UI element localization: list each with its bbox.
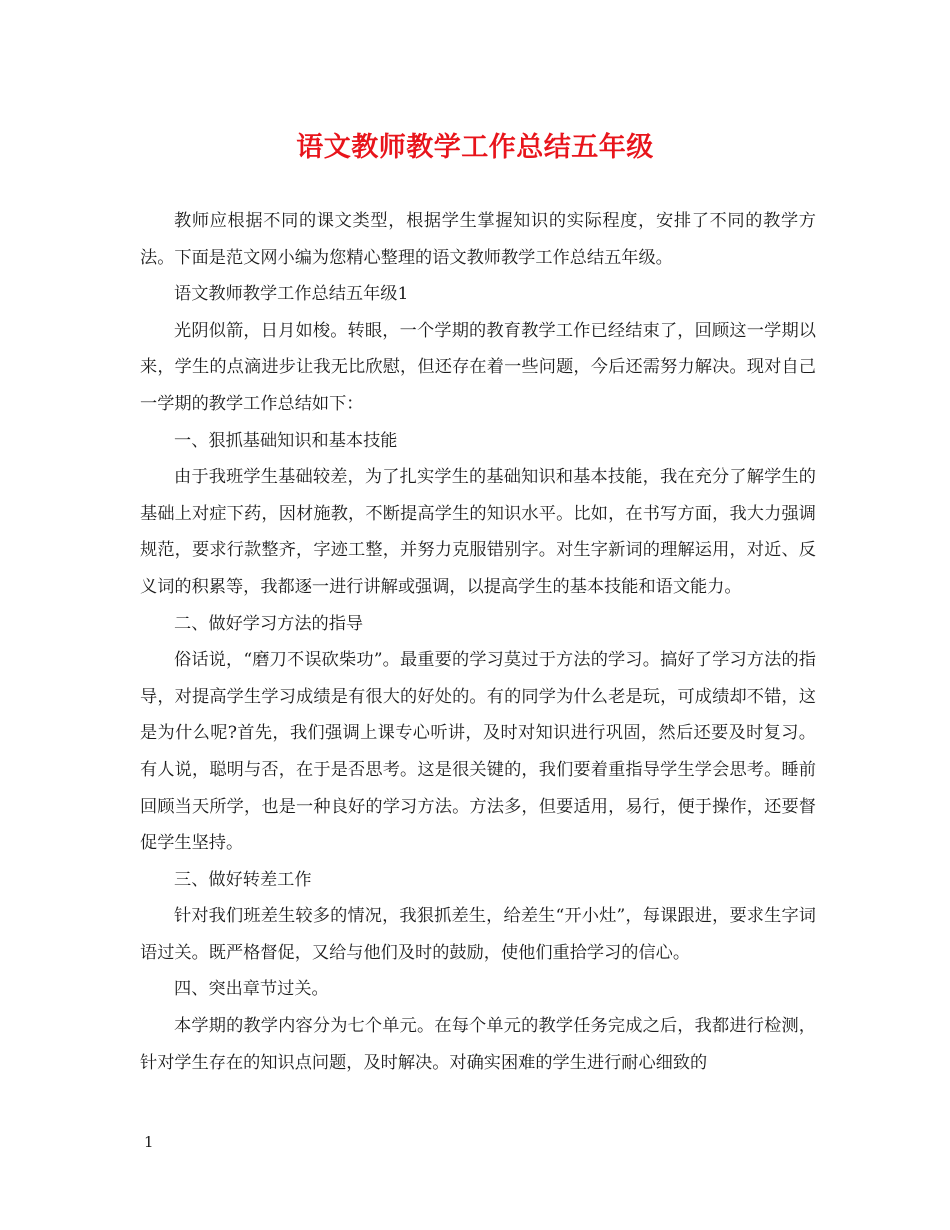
intro-paragraph: 教师应根据不同的课文类型，根据学生掌握知识的实际程度，安排了不同的教学方法。下面是范文网小编为您精心整理的语文教师教学工作总结五年级。 xyxy=(140,211,816,268)
opening-paragraph: 光阴似箭，日月如梭。转眼，一个学期的教育教学工作已经结束了，回顾这一学期以来，学生的点滴进步让我无比欣慰，但还存在着一些问题，今后还需努力解决。现对自己一学期的教学工作总结如下： xyxy=(140,320,816,414)
basics-paragraph: 由于我班学生基础较差，为了扎实学生的基础知识和基本技能，我在充分了解学生的基础上对症下药，因材施教，不断提高学生的知识水平。比如，在书写方面，我大力强调规范，要求行款整齐，字迹工整，并努力克服错别字。对生字新词的理解运用，对近、反义词的积累等，我都逐一进行讲解或强调，以提高学生的基本技能和语文能力。 xyxy=(140,467,816,597)
section-heading-summary-1: 语文教师教学工作总结五年级1 xyxy=(174,284,409,305)
struggling-students-paragraph: 针对我们班差生较多的情况，我狠抓差生，给差生“开小灶”，每课跟进，要求生字词语过关。既严格督促，又给与他们及时的鼓励，使他们重拾学习的信心。 xyxy=(140,906,816,963)
section-heading-chapters: 四、突出章节过关。 xyxy=(174,979,329,1000)
section-heading-basics: 一、狠抓基础知识和基本技能 xyxy=(174,430,398,451)
document-title: 语文教师教学工作总结五年级 xyxy=(296,132,654,163)
section-heading-struggling-students: 三、做好转差工作 xyxy=(174,869,312,890)
methods-paragraph: 俗话说，“磨刀不误砍柴功”。最重要的学习莫过于方法的学习。搞好了学习方法的指导，对提高学生学习成绩是有很大的好处的。有的同学为什么老是玩，可成绩却不错，这是为什么呢?首先，我们强调上课专心听讲，及时对知识进行巩固，然后还要及时复习。有人说，聪明与否，在于是否思考。这是很关键的，我们要着重指导学生学会思考。睡前回顾当天所学，也是一种良好的学习方法。方法多，但要适用，易行，便于操作，还要督促学生坚持。 xyxy=(140,650,816,854)
section-heading-methods: 二、做好学习方法的指导 xyxy=(174,613,364,634)
document-body xyxy=(140,203,816,1081)
chapters-paragraph: 本学期的教学内容分为七个单元。在每个单元的教学任务完成之后，我都进行检测，针对学生存在的知识点问题，及时解决。对确实困难的学生进行耐心细致的 xyxy=(140,1016,816,1073)
page-number: 1 xyxy=(144,1133,154,1151)
